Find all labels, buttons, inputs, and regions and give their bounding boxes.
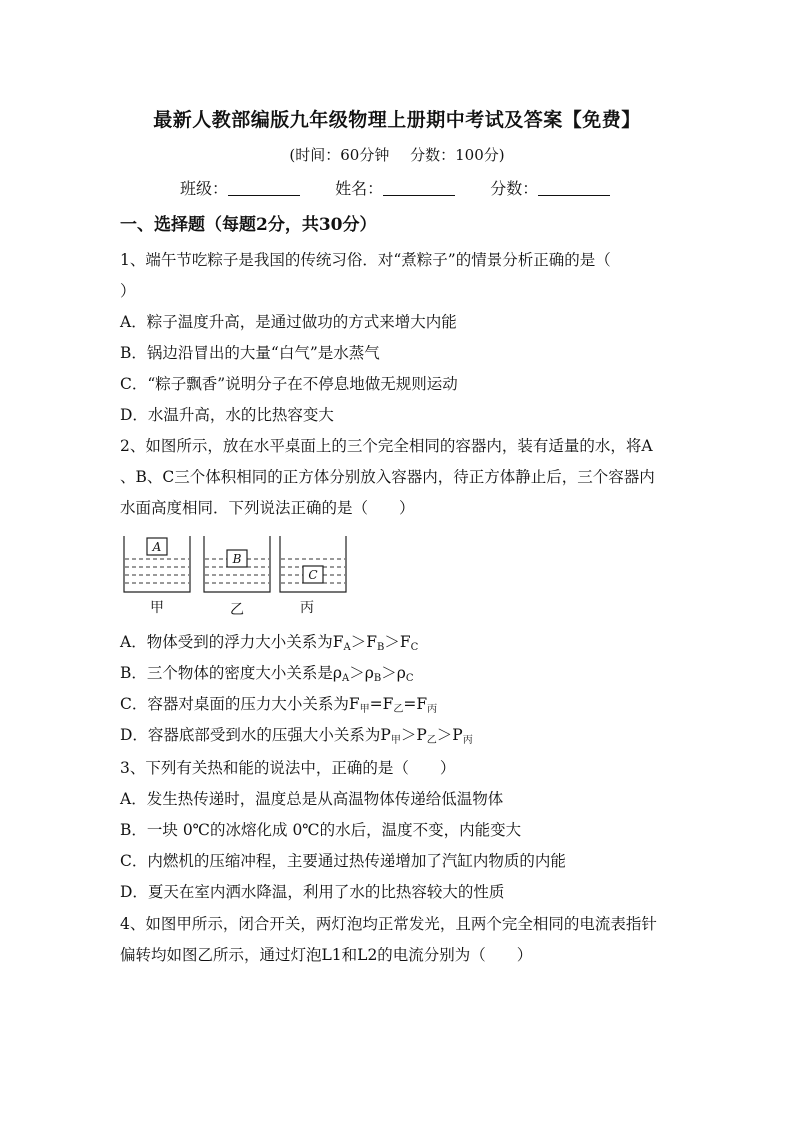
score-blank[interactable] [538,179,610,196]
q2-option-d: D．容器底部受到水的压强大小关系为$P_甲>P_乙>P_丙$ [120,726,473,746]
page-title: 最新人教部编版九年级物理上册期中考试及答案【免费】 [153,109,641,131]
time-limit: (时间：60分钟 [289,146,390,164]
q2-stem-line2: 、B、C三个体积相同的正方体分别放入容器内，待正方体静止后，三个容器内 [120,468,655,486]
name-blank[interactable] [383,179,455,196]
q2-stem-line1: 2、如图所示，放在水平桌面上的三个完全相同的容器内，装有适量的水，将A [120,437,653,455]
class-blank[interactable] [228,179,300,196]
name-field [335,176,455,199]
q1-option-b: B．锅边沿冒出的大量“白气”是水蒸气 [120,344,380,362]
q1-option-c: C．“粽子飘香”说明分子在不停息地做无规则运动 [120,375,458,393]
q1-option-d: D．水温升高，水的比热容变大 [120,406,334,424]
caption-bing: 丙 [300,600,314,616]
q3-option-b: B．一块 0℃的冰熔化成 0℃的水后，温度不变，内能变大 [120,821,522,839]
q4-stem-line1: 4、如图甲所示，闭合开关，两灯泡均正常发光，且两个完全相同的电流表指针 [120,915,657,933]
q4-stem-line2: 偏转均如图乙所示，通过灯泡L1和L2的电流分别为（ ） [120,946,533,964]
q3-stem: 3、下列有关热和能的说法中，正确的是（ ） [120,759,456,777]
name-label: 姓名： [335,179,384,198]
q2-option-b: B．三个物体的密度大小关系是$\rho_A>\rho_B>\rho_C$ [120,664,414,684]
block-a-label: A [152,540,162,554]
block-b-label: B [232,552,242,566]
class-label: 班级： [180,179,229,198]
q1-stem-line1: 1、端午节吃粽子是我国的传统习俗．对“煮粽子”的情景分析正确的是（ [120,251,611,269]
q2-stem-line3: 水面高度相同．下列说法正确的是（ ） [120,499,415,517]
block-c-label: C [308,568,318,582]
containers-figure [120,532,350,622]
q2-option-c: C．容器对桌面的压力大小关系为$F_甲=F_乙=F_丙$ [120,695,438,715]
q1-stem-line2: ） [120,282,136,300]
section-heading: 一、选择题（每题2分，共30分） [120,215,377,235]
exam-meta [0,144,794,165]
score-field [490,176,610,199]
total-score: 分数：100分) [410,146,505,164]
q3-option-a: A．发生热传递时，温度总是从高温物体传递给低温物体 [120,790,504,808]
q1-option-a: A．粽子温度升高，是通过做功的方式来增大内能 [120,313,457,331]
caption-jia: 甲 [150,600,164,616]
class-field [180,176,300,199]
q3-option-c: C．内燃机的压缩冲程，主要通过热传递增加了汽缸内物质的内能 [120,852,566,870]
student-info [180,176,640,199]
score-label: 分数： [490,179,539,198]
q3-option-d: D．夏天在室内洒水降温，利用了水的比热容较大的性质 [120,883,505,901]
q2-option-a: A．物体受到的浮力大小关系为$F_A>F_B>F_C$ [120,633,419,653]
caption-yi: 乙 [230,602,244,618]
